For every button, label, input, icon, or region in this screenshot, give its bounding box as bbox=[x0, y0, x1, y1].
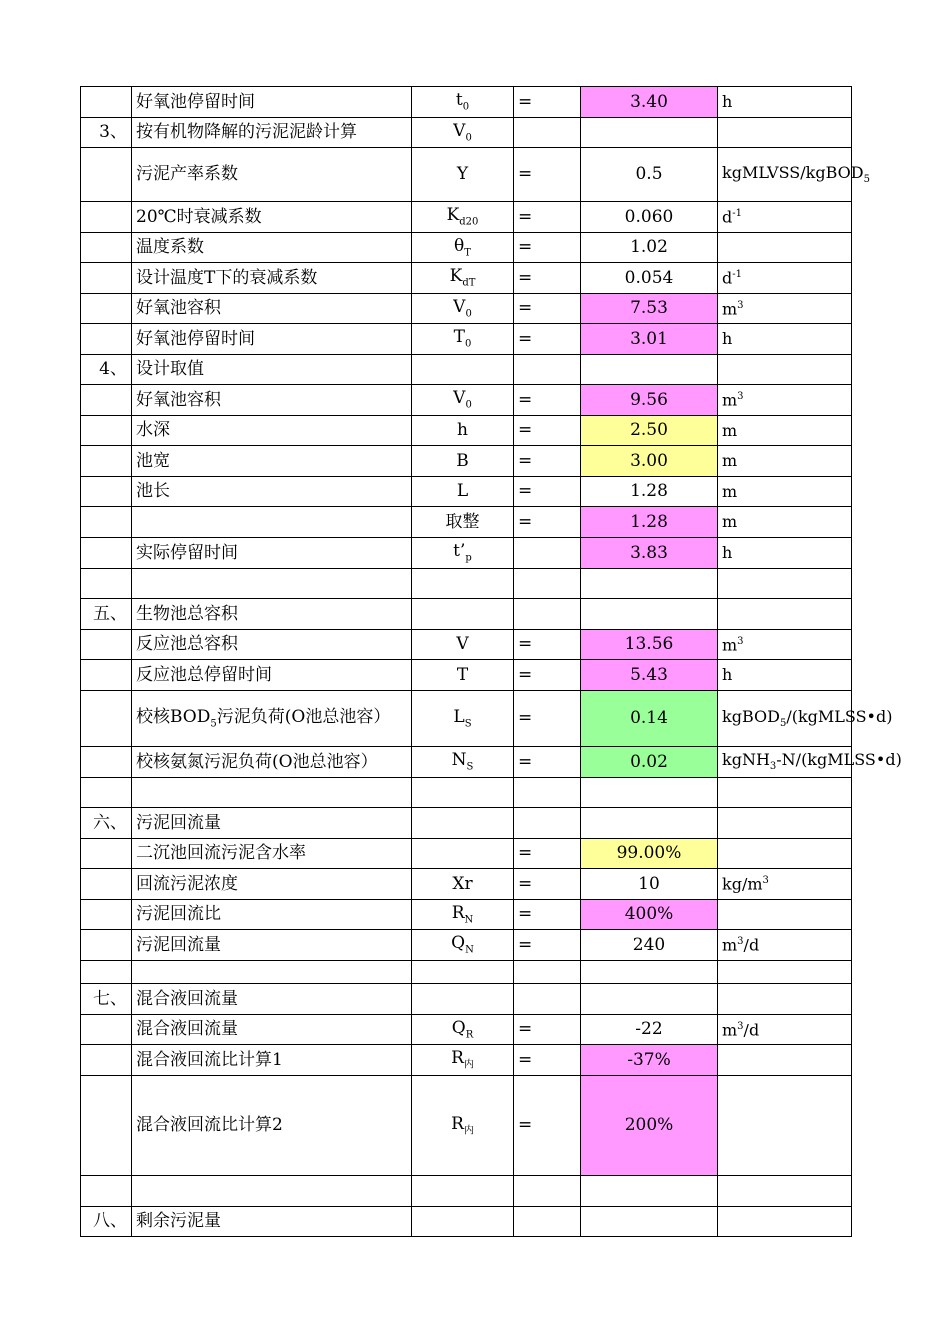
row-index bbox=[81, 778, 132, 808]
table-row bbox=[81, 1045, 852, 1076]
table-row bbox=[81, 263, 852, 294]
row-symbol: $R_内$ bbox=[412, 1045, 514, 1076]
table-row bbox=[81, 747, 852, 778]
table-row bbox=[81, 778, 852, 808]
row-equals bbox=[514, 1207, 581, 1237]
row-equals: = bbox=[514, 416, 581, 446]
row-symbol: $Q_N$ bbox=[412, 930, 514, 961]
row-equals bbox=[514, 538, 581, 569]
symbol-subscript: 0 bbox=[465, 132, 472, 144]
row-index: 3、 bbox=[81, 118, 132, 148]
row-name: 按有机物降解的污泥泥龄计算 bbox=[132, 118, 412, 148]
row-equals bbox=[514, 984, 581, 1015]
row-symbol bbox=[412, 599, 514, 630]
row-index: 五、 bbox=[81, 599, 132, 630]
row-unit: $m^3$ bbox=[718, 385, 852, 416]
row-unit bbox=[718, 233, 852, 263]
row-index bbox=[81, 630, 132, 660]
row-unit: m bbox=[718, 477, 852, 507]
row-name: 好氧池停留时间 bbox=[132, 324, 412, 355]
table-row bbox=[81, 660, 852, 691]
row-value[interactable] bbox=[581, 1176, 718, 1207]
row-index bbox=[81, 900, 132, 930]
row-name bbox=[132, 778, 412, 808]
table-row bbox=[81, 1015, 852, 1045]
row-symbol: $V_0$ bbox=[412, 294, 514, 324]
row-index bbox=[81, 961, 132, 984]
row-equals: = bbox=[514, 900, 581, 930]
row-name bbox=[132, 507, 412, 538]
row-index bbox=[81, 839, 132, 869]
row-unit: $m^3/d$ bbox=[718, 1015, 852, 1045]
symbol-subscript: 0 bbox=[465, 399, 472, 411]
row-equals: = bbox=[514, 1045, 581, 1076]
table-row bbox=[81, 446, 852, 477]
row-name: 池长 bbox=[132, 477, 412, 507]
row-value[interactable] bbox=[581, 808, 718, 839]
symbol-subscript: 内 bbox=[463, 1059, 474, 1071]
row-name: 回流污泥浓度 bbox=[132, 869, 412, 900]
row-index bbox=[81, 385, 132, 416]
row-value[interactable] bbox=[581, 984, 718, 1015]
table-row bbox=[81, 984, 852, 1015]
row-equals bbox=[514, 118, 581, 148]
row-symbol bbox=[412, 1207, 514, 1237]
table-row bbox=[81, 630, 852, 660]
row-value[interactable] bbox=[581, 355, 718, 385]
row-value[interactable]: 3.83 bbox=[581, 538, 718, 569]
row-equals: = bbox=[514, 385, 581, 416]
row-name: 实际停留时间 bbox=[132, 538, 412, 569]
row-index bbox=[81, 233, 132, 263]
row-unit bbox=[718, 839, 852, 869]
row-value[interactable]: 1.28 bbox=[581, 507, 718, 538]
row-name bbox=[132, 569, 412, 599]
row-index bbox=[81, 507, 132, 538]
row-unit bbox=[718, 808, 852, 839]
row-value[interactable]: 200% bbox=[581, 1076, 718, 1176]
row-symbol: T bbox=[412, 660, 514, 691]
row-equals: = bbox=[514, 869, 581, 900]
sheet-body bbox=[81, 87, 902, 1237]
row-unit: h bbox=[718, 660, 852, 691]
table-row bbox=[81, 1176, 852, 1207]
row-unit: m bbox=[718, 507, 852, 538]
row-unit bbox=[718, 569, 852, 599]
row-equals: = bbox=[514, 263, 581, 294]
table-row bbox=[81, 691, 852, 747]
row-equals: = bbox=[514, 1076, 581, 1176]
row-value[interactable]: 3.01 bbox=[581, 324, 718, 355]
row-unit bbox=[718, 355, 852, 385]
row-name: 污泥回流比 bbox=[132, 900, 412, 930]
row-equals: = bbox=[514, 294, 581, 324]
row-name bbox=[132, 1176, 412, 1207]
row-value[interactable] bbox=[581, 1207, 718, 1237]
row-index bbox=[81, 1015, 132, 1045]
row-value[interactable] bbox=[581, 118, 718, 148]
row-index bbox=[81, 477, 132, 507]
row-name: 反应池总容积 bbox=[132, 630, 412, 660]
row-value[interactable]: 10 bbox=[581, 869, 718, 900]
row-equals: = bbox=[514, 324, 581, 355]
table-row bbox=[81, 324, 852, 355]
row-unit bbox=[718, 778, 852, 808]
row-index bbox=[81, 691, 132, 747]
table-row bbox=[81, 385, 852, 416]
row-value[interactable]: 0.02 bbox=[581, 747, 718, 778]
row-symbol bbox=[412, 839, 514, 869]
row-equals: = bbox=[514, 477, 581, 507]
row-unit bbox=[718, 961, 852, 984]
row-equals bbox=[514, 778, 581, 808]
row-equals: = bbox=[514, 233, 581, 263]
row-symbol: $N_S$ bbox=[412, 747, 514, 778]
row-index: 4、 bbox=[81, 355, 132, 385]
row-index bbox=[81, 930, 132, 961]
row-unit bbox=[718, 1207, 852, 1237]
row-unit: h bbox=[718, 87, 852, 118]
row-name bbox=[132, 961, 412, 984]
row-value[interactable]: 7.53 bbox=[581, 294, 718, 324]
row-symbol bbox=[412, 961, 514, 984]
table-row bbox=[81, 477, 852, 507]
row-symbol: $\theta_T$ bbox=[412, 233, 514, 263]
symbol-subscript: dT bbox=[462, 277, 476, 289]
row-equals: = bbox=[514, 148, 581, 202]
symbol-subscript: 0 bbox=[462, 101, 470, 113]
row-name: 好氧池停留时间 bbox=[132, 87, 412, 118]
row-name: 20℃时衰减系数 bbox=[132, 202, 412, 233]
table-row bbox=[81, 87, 852, 118]
row-value[interactable]: 2.50 bbox=[581, 416, 718, 446]
row-unit: kgBOD$_5$/(kgMLSS•d) bbox=[718, 691, 852, 747]
row-symbol: V bbox=[412, 630, 514, 660]
row-name: 污泥产率系数 bbox=[132, 148, 412, 202]
table-row bbox=[81, 808, 852, 839]
row-symbol: $t_0$ bbox=[412, 87, 514, 118]
row-name: 混合液回流量 bbox=[132, 1015, 412, 1045]
row-index bbox=[81, 1176, 132, 1207]
row-index bbox=[81, 747, 132, 778]
row-symbol: h bbox=[412, 416, 514, 446]
row-symbol: $Q_R$ bbox=[412, 1015, 514, 1045]
row-equals bbox=[514, 599, 581, 630]
row-index bbox=[81, 324, 132, 355]
table-row bbox=[81, 900, 852, 930]
row-symbol: $L_S$ bbox=[412, 691, 514, 747]
table-row bbox=[81, 1207, 852, 1237]
table-row bbox=[81, 294, 852, 324]
symbol-subscript: N bbox=[464, 914, 474, 926]
symbol-subscript: 0 bbox=[465, 308, 472, 320]
row-unit bbox=[718, 900, 852, 930]
symbol-subscript: p bbox=[465, 552, 472, 564]
table-row bbox=[81, 118, 852, 148]
row-value[interactable]: 1.28 bbox=[581, 477, 718, 507]
row-name: 剩余污泥量 bbox=[132, 1207, 412, 1237]
row-unit: h bbox=[718, 538, 852, 569]
row-symbol bbox=[412, 1176, 514, 1207]
row-unit: $d^{-1}$ bbox=[718, 202, 852, 233]
row-symbol: $V_0$ bbox=[412, 385, 514, 416]
row-equals: = bbox=[514, 747, 581, 778]
table-row bbox=[81, 961, 852, 984]
row-symbol: $t’_p$ bbox=[412, 538, 514, 569]
row-index bbox=[81, 263, 132, 294]
row-index bbox=[81, 202, 132, 233]
row-unit: $m^3$ bbox=[718, 294, 852, 324]
row-value[interactable]: 99.00% bbox=[581, 839, 718, 869]
row-name: 设计取值 bbox=[132, 355, 412, 385]
table-row bbox=[81, 202, 852, 233]
row-name: 池宽 bbox=[132, 446, 412, 477]
table-row bbox=[81, 839, 852, 869]
row-value[interactable]: 0.060 bbox=[581, 202, 718, 233]
symbol-subscript: N bbox=[465, 944, 474, 956]
row-unit bbox=[718, 118, 852, 148]
row-index bbox=[81, 1076, 132, 1176]
row-equals: = bbox=[514, 202, 581, 233]
row-value[interactable]: 400% bbox=[581, 900, 718, 930]
symbol-subscript: R bbox=[465, 1029, 474, 1041]
table-row bbox=[81, 599, 852, 630]
symbol-subscript: 0 bbox=[464, 338, 472, 350]
calculation-sheet bbox=[80, 86, 902, 1237]
row-symbol bbox=[412, 569, 514, 599]
row-value[interactable] bbox=[581, 961, 718, 984]
row-unit: $m^3/d$ bbox=[718, 930, 852, 961]
row-name: 二沉池回流污泥含水率 bbox=[132, 839, 412, 869]
row-index bbox=[81, 538, 132, 569]
row-index bbox=[81, 1045, 132, 1076]
row-symbol: B bbox=[412, 446, 514, 477]
row-symbol bbox=[412, 808, 514, 839]
row-index bbox=[81, 869, 132, 900]
row-unit bbox=[718, 1045, 852, 1076]
row-symbol: $K_{d20}$ bbox=[412, 202, 514, 233]
row-symbol: $R_N$ bbox=[412, 900, 514, 930]
row-symbol: L bbox=[412, 477, 514, 507]
symbol-subscript: S bbox=[466, 761, 474, 773]
row-equals: = bbox=[514, 839, 581, 869]
table-row bbox=[81, 869, 852, 900]
row-index bbox=[81, 87, 132, 118]
row-symbol: Xr bbox=[412, 869, 514, 900]
row-value[interactable]: -22 bbox=[581, 1015, 718, 1045]
table-row bbox=[81, 233, 852, 263]
row-index bbox=[81, 148, 132, 202]
row-symbol bbox=[412, 984, 514, 1015]
row-symbol bbox=[412, 778, 514, 808]
row-value[interactable]: 1.02 bbox=[581, 233, 718, 263]
row-equals: = bbox=[514, 507, 581, 538]
row-symbol: $V_0$ bbox=[412, 118, 514, 148]
row-unit: $d^{-1}$ bbox=[718, 263, 852, 294]
row-equals bbox=[514, 569, 581, 599]
row-name: 混合液回流比计算2 bbox=[132, 1076, 412, 1176]
symbol-subscript: S bbox=[464, 718, 472, 730]
row-equals bbox=[514, 961, 581, 984]
row-symbol bbox=[412, 355, 514, 385]
row-name: 温度系数 bbox=[132, 233, 412, 263]
table-row bbox=[81, 355, 852, 385]
row-name: 生物池总容积 bbox=[132, 599, 412, 630]
row-value[interactable]: 0.5 bbox=[581, 148, 718, 202]
row-equals: = bbox=[514, 1015, 581, 1045]
row-index bbox=[81, 294, 132, 324]
table-row bbox=[81, 507, 852, 538]
row-name: 污泥回流量 bbox=[132, 808, 412, 839]
row-unit: $kg/m^3$ bbox=[718, 869, 852, 900]
row-name: 水深 bbox=[132, 416, 412, 446]
row-index bbox=[81, 446, 132, 477]
row-unit: kgMLVSS/kgBOD$_5$ bbox=[718, 148, 852, 202]
row-equals: = bbox=[514, 446, 581, 477]
row-value[interactable]: 0.14 bbox=[581, 691, 718, 747]
row-equals: = bbox=[514, 691, 581, 747]
row-value[interactable] bbox=[581, 599, 718, 630]
row-value[interactable]: 5.43 bbox=[581, 660, 718, 691]
row-value[interactable]: 0.054 bbox=[581, 263, 718, 294]
row-unit: $m^3$ bbox=[718, 630, 852, 660]
row-unit bbox=[718, 1076, 852, 1176]
row-unit: kgNH$_3$-N/(kgMLSS•d) bbox=[718, 747, 852, 778]
row-value[interactable]: 240 bbox=[581, 930, 718, 961]
table-row bbox=[81, 538, 852, 569]
row-value[interactable] bbox=[581, 569, 718, 599]
row-equals: = bbox=[514, 87, 581, 118]
row-unit: m bbox=[718, 416, 852, 446]
symbol-subscript: T bbox=[464, 247, 471, 259]
row-unit: h bbox=[718, 324, 852, 355]
row-value[interactable]: 13.56 bbox=[581, 630, 718, 660]
row-index: 八、 bbox=[81, 1207, 132, 1237]
row-equals: = bbox=[514, 630, 581, 660]
row-name: 污泥回流量 bbox=[132, 930, 412, 961]
row-equals: = bbox=[514, 660, 581, 691]
row-equals bbox=[514, 808, 581, 839]
row-unit bbox=[718, 1176, 852, 1207]
row-name: 好氧池容积 bbox=[132, 294, 412, 324]
row-symbol: $T_0$ bbox=[412, 324, 514, 355]
table-row bbox=[81, 569, 852, 599]
table-row bbox=[81, 148, 852, 202]
row-name: 校核氨氮污泥负荷(O池总池容） bbox=[132, 747, 412, 778]
row-index: 六、 bbox=[81, 808, 132, 839]
symbol-subscript: 内 bbox=[463, 1125, 474, 1137]
table-row bbox=[81, 930, 852, 961]
row-value[interactable]: 3.40 bbox=[581, 87, 718, 118]
row-name: 校核$BOD_5$污泥负荷(O池总池容） bbox=[132, 691, 412, 747]
row-equals: = bbox=[514, 930, 581, 961]
row-unit bbox=[718, 984, 852, 1015]
row-equals bbox=[514, 1176, 581, 1207]
row-symbol: 取整 bbox=[412, 507, 514, 538]
row-value[interactable]: 9.56 bbox=[581, 385, 718, 416]
row-index bbox=[81, 660, 132, 691]
row-unit: m bbox=[718, 446, 852, 477]
row-name: 设计温度T下的衰减系数 bbox=[132, 263, 412, 294]
symbol-subscript: d20 bbox=[459, 216, 479, 228]
row-name: 好氧池容积 bbox=[132, 385, 412, 416]
row-name: 反应池总停留时间 bbox=[132, 660, 412, 691]
row-symbol: $R_内$ bbox=[412, 1076, 514, 1176]
row-unit bbox=[718, 599, 852, 630]
row-index bbox=[81, 569, 132, 599]
row-value[interactable] bbox=[581, 778, 718, 808]
row-equals bbox=[514, 355, 581, 385]
row-value[interactable]: 3.00 bbox=[581, 446, 718, 477]
row-name: 混合液回流量 bbox=[132, 984, 412, 1015]
row-index: 七、 bbox=[81, 984, 132, 1015]
row-index bbox=[81, 416, 132, 446]
table-row bbox=[81, 1076, 852, 1176]
row-name: 混合液回流比计算1 bbox=[132, 1045, 412, 1076]
table-row bbox=[81, 416, 852, 446]
row-value[interactable]: -37% bbox=[581, 1045, 718, 1076]
row-symbol: Y bbox=[412, 148, 514, 202]
row-symbol: $K_{dT}$ bbox=[412, 263, 514, 294]
